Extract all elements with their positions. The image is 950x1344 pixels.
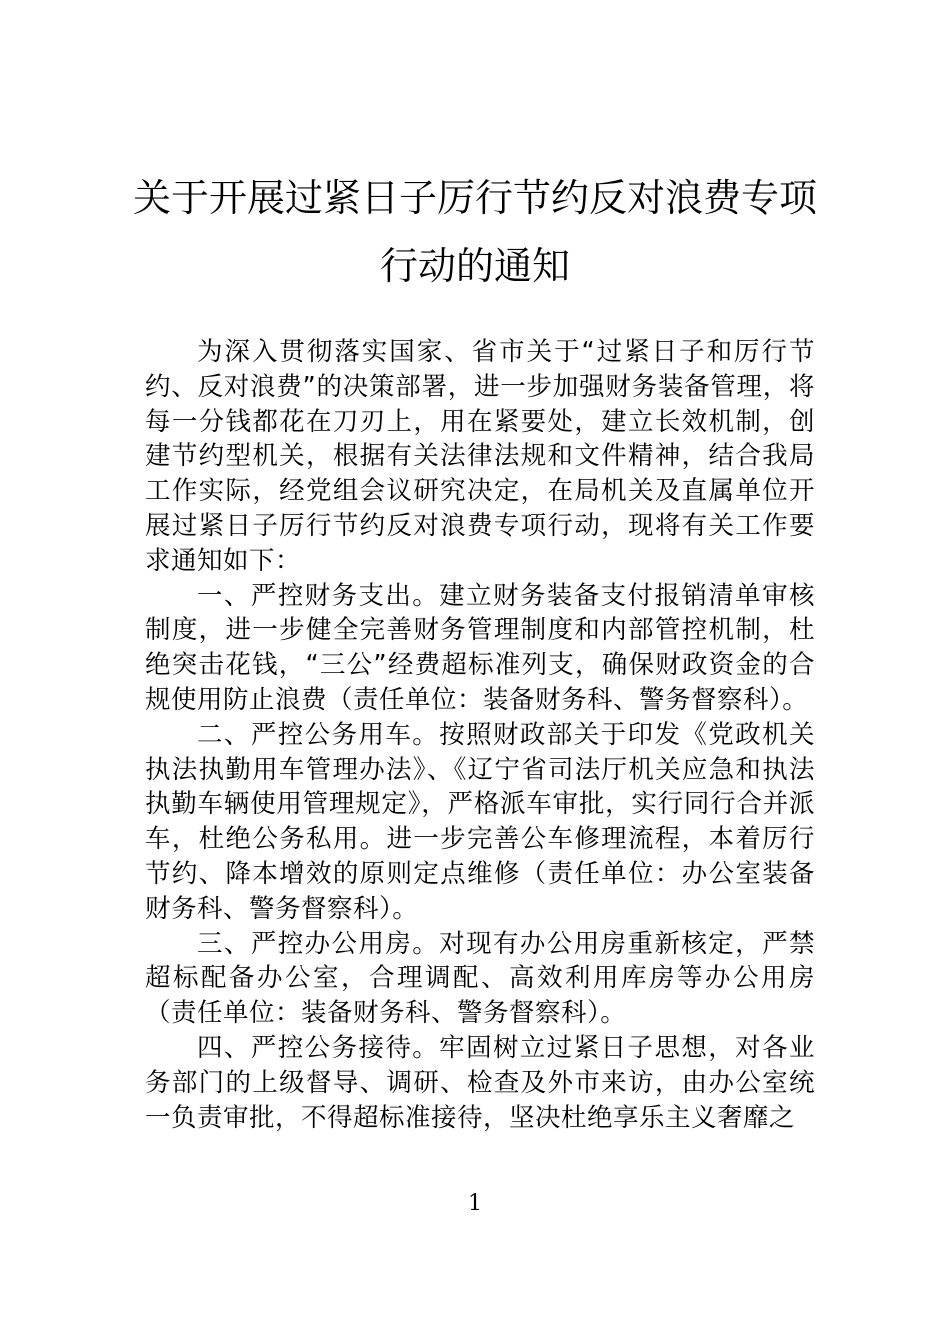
paragraph-official-vehicles: 二、严控公务用车。按照财政部关于印发《党政机关执法执勤用车管理办法》、《辽宁省司法厅机关应急和执法执勤车辆使用管理规定》，严格派车审批，实行同行合并派车，杜绝公务私用。进一步完善公车修理流程，本着厉行节约、降本增效的原则定点维修（责任单位：办公室装备财务科、警务督察科）。 [145, 719, 815, 924]
paragraph-office-space: 三、严控办公用房。对现有办公用房重新核定，严禁超标配备办公室，合理调配、高效利用库房等办公用房（责任单位：装备财务科、警务督察科）。 [145, 928, 815, 1029]
paragraph-intro: 为深入贯彻落实国家、省市关于“过紧日子和厉行节约、反对浪费”的决策部署，进一步加强财务装备管理，将每一分钱都花在刀刃上，用在紧要处，建立长效机制，创建节约型机关，根据有关法律法规和文件精神，结合我局工作实际，经党组会议研究决定，在局机关及直属单位开展过紧日子厉行节约反对浪费专项行动，现将有关工作要求通知如下： [145, 337, 815, 576]
paragraph-official-reception: 四、严控公务接待。牢固树立过紧日子思想，对各业务部门的上级督导、调研、检查及外市来访，由办公室统一负责审批，不得超标准接待，坚决杜绝享乐主义奢靡之 [145, 1032, 815, 1133]
paragraph-financial-expenditure: 一、严控财务支出。建立财务装备支付报销清单审核制度，进一步健全完善财务管理制度和内部管控机制，杜绝突击花钱，“三公”经费超标准列支，确保财政资金的合规使用防止浪费（责任单位：装备财务科、警务督察科）。 [145, 580, 815, 715]
page-number: 1 [468, 1191, 482, 1216]
document-title-line-1: 关于开展过紧日子厉行节约反对浪费专项 [132, 176, 817, 220]
document-body [145, 335, 815, 1135]
document-title-line-2: 行动的通知 [379, 244, 570, 288]
